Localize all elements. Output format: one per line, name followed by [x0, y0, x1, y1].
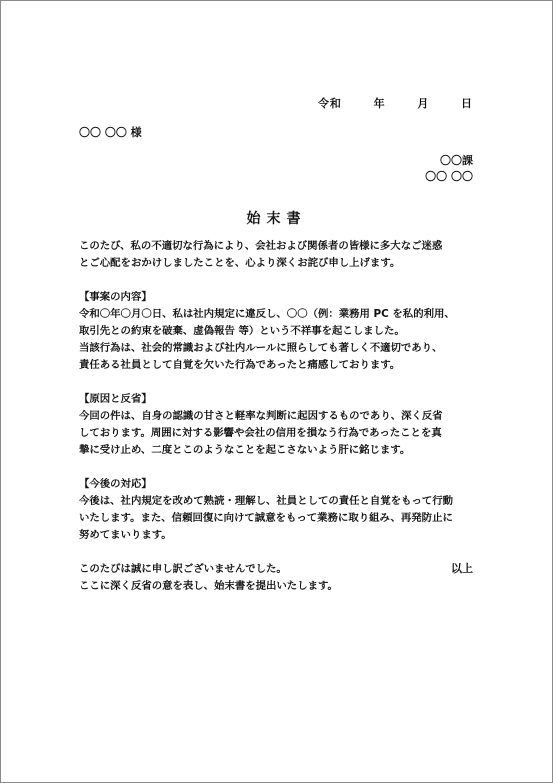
document-title: 始末書 [246, 211, 307, 227]
closing-mark: 以上 [451, 562, 473, 575]
recipient-name: 〇〇 〇〇 様 [79, 126, 142, 139]
facts-line: 責任ある社員として自覚を欠いた行為であったと痛感しております。 [79, 359, 401, 371]
date-year: 年 [373, 97, 386, 110]
facts-line: 取引先との約束を破棄、虚偽報告 等）という不祥事を起こしました。 [79, 325, 405, 337]
date-month: 月 [417, 97, 430, 110]
apology-line: このたびは誠に申し訳ございませんでした。 [79, 563, 287, 575]
facts-line: 令和〇年〇月〇日、私は社内規定に違反し、〇〇（例：業務用 PC を私的利用、 [79, 308, 455, 320]
response-line: いたします。また、信頼回復に向けて誠意をもって業務に取り組み、再発防止に [79, 512, 453, 524]
facts-heading: 【事案の内容】 [79, 291, 152, 303]
intro-line: とご心配をおかけしましたことを、心より深くお詫び申し上げます。 [79, 257, 401, 269]
document-date [318, 95, 473, 111]
date-era: 令和 [317, 97, 342, 110]
facts-line: 当該行為は、社会的常識および社内ルールに照らしても著しく不適切であり、 [79, 342, 443, 354]
response-line: 努めてまいります。 [79, 529, 172, 541]
reflection-line: 摯に受け止め、二度とこのようなことを起こさないよう肝に銘じます。 [79, 444, 411, 456]
reflection-heading: 【原因と反省】 [79, 393, 152, 405]
sender-department: 〇〇課 [440, 154, 473, 167]
response-line: 今後は、社内規定を改めて熟読・理解し、社員としての責任と自覚をもって行動 [79, 495, 454, 507]
reflection-line: 今回の件は、自身の認識の甘さと軽率な判断に起因するものであり、深く反省 [79, 410, 443, 422]
response-heading: 【今後の対応】 [79, 478, 152, 490]
date-day: 日 [461, 97, 473, 110]
sender-name: 〇〇 〇〇 [425, 170, 473, 183]
intro-line: このたび、私の不適切な行為により、会社および関係者の皆様に多大なご迷惑 [79, 240, 443, 252]
reflection-line: しております。周囲に対する影響や会社の信用を損なう行為であったことを真 [79, 427, 442, 439]
apology-line: ここに深く反省の意を表し、始末書を提出いたします。 [79, 580, 338, 592]
document-body [79, 238, 479, 595]
